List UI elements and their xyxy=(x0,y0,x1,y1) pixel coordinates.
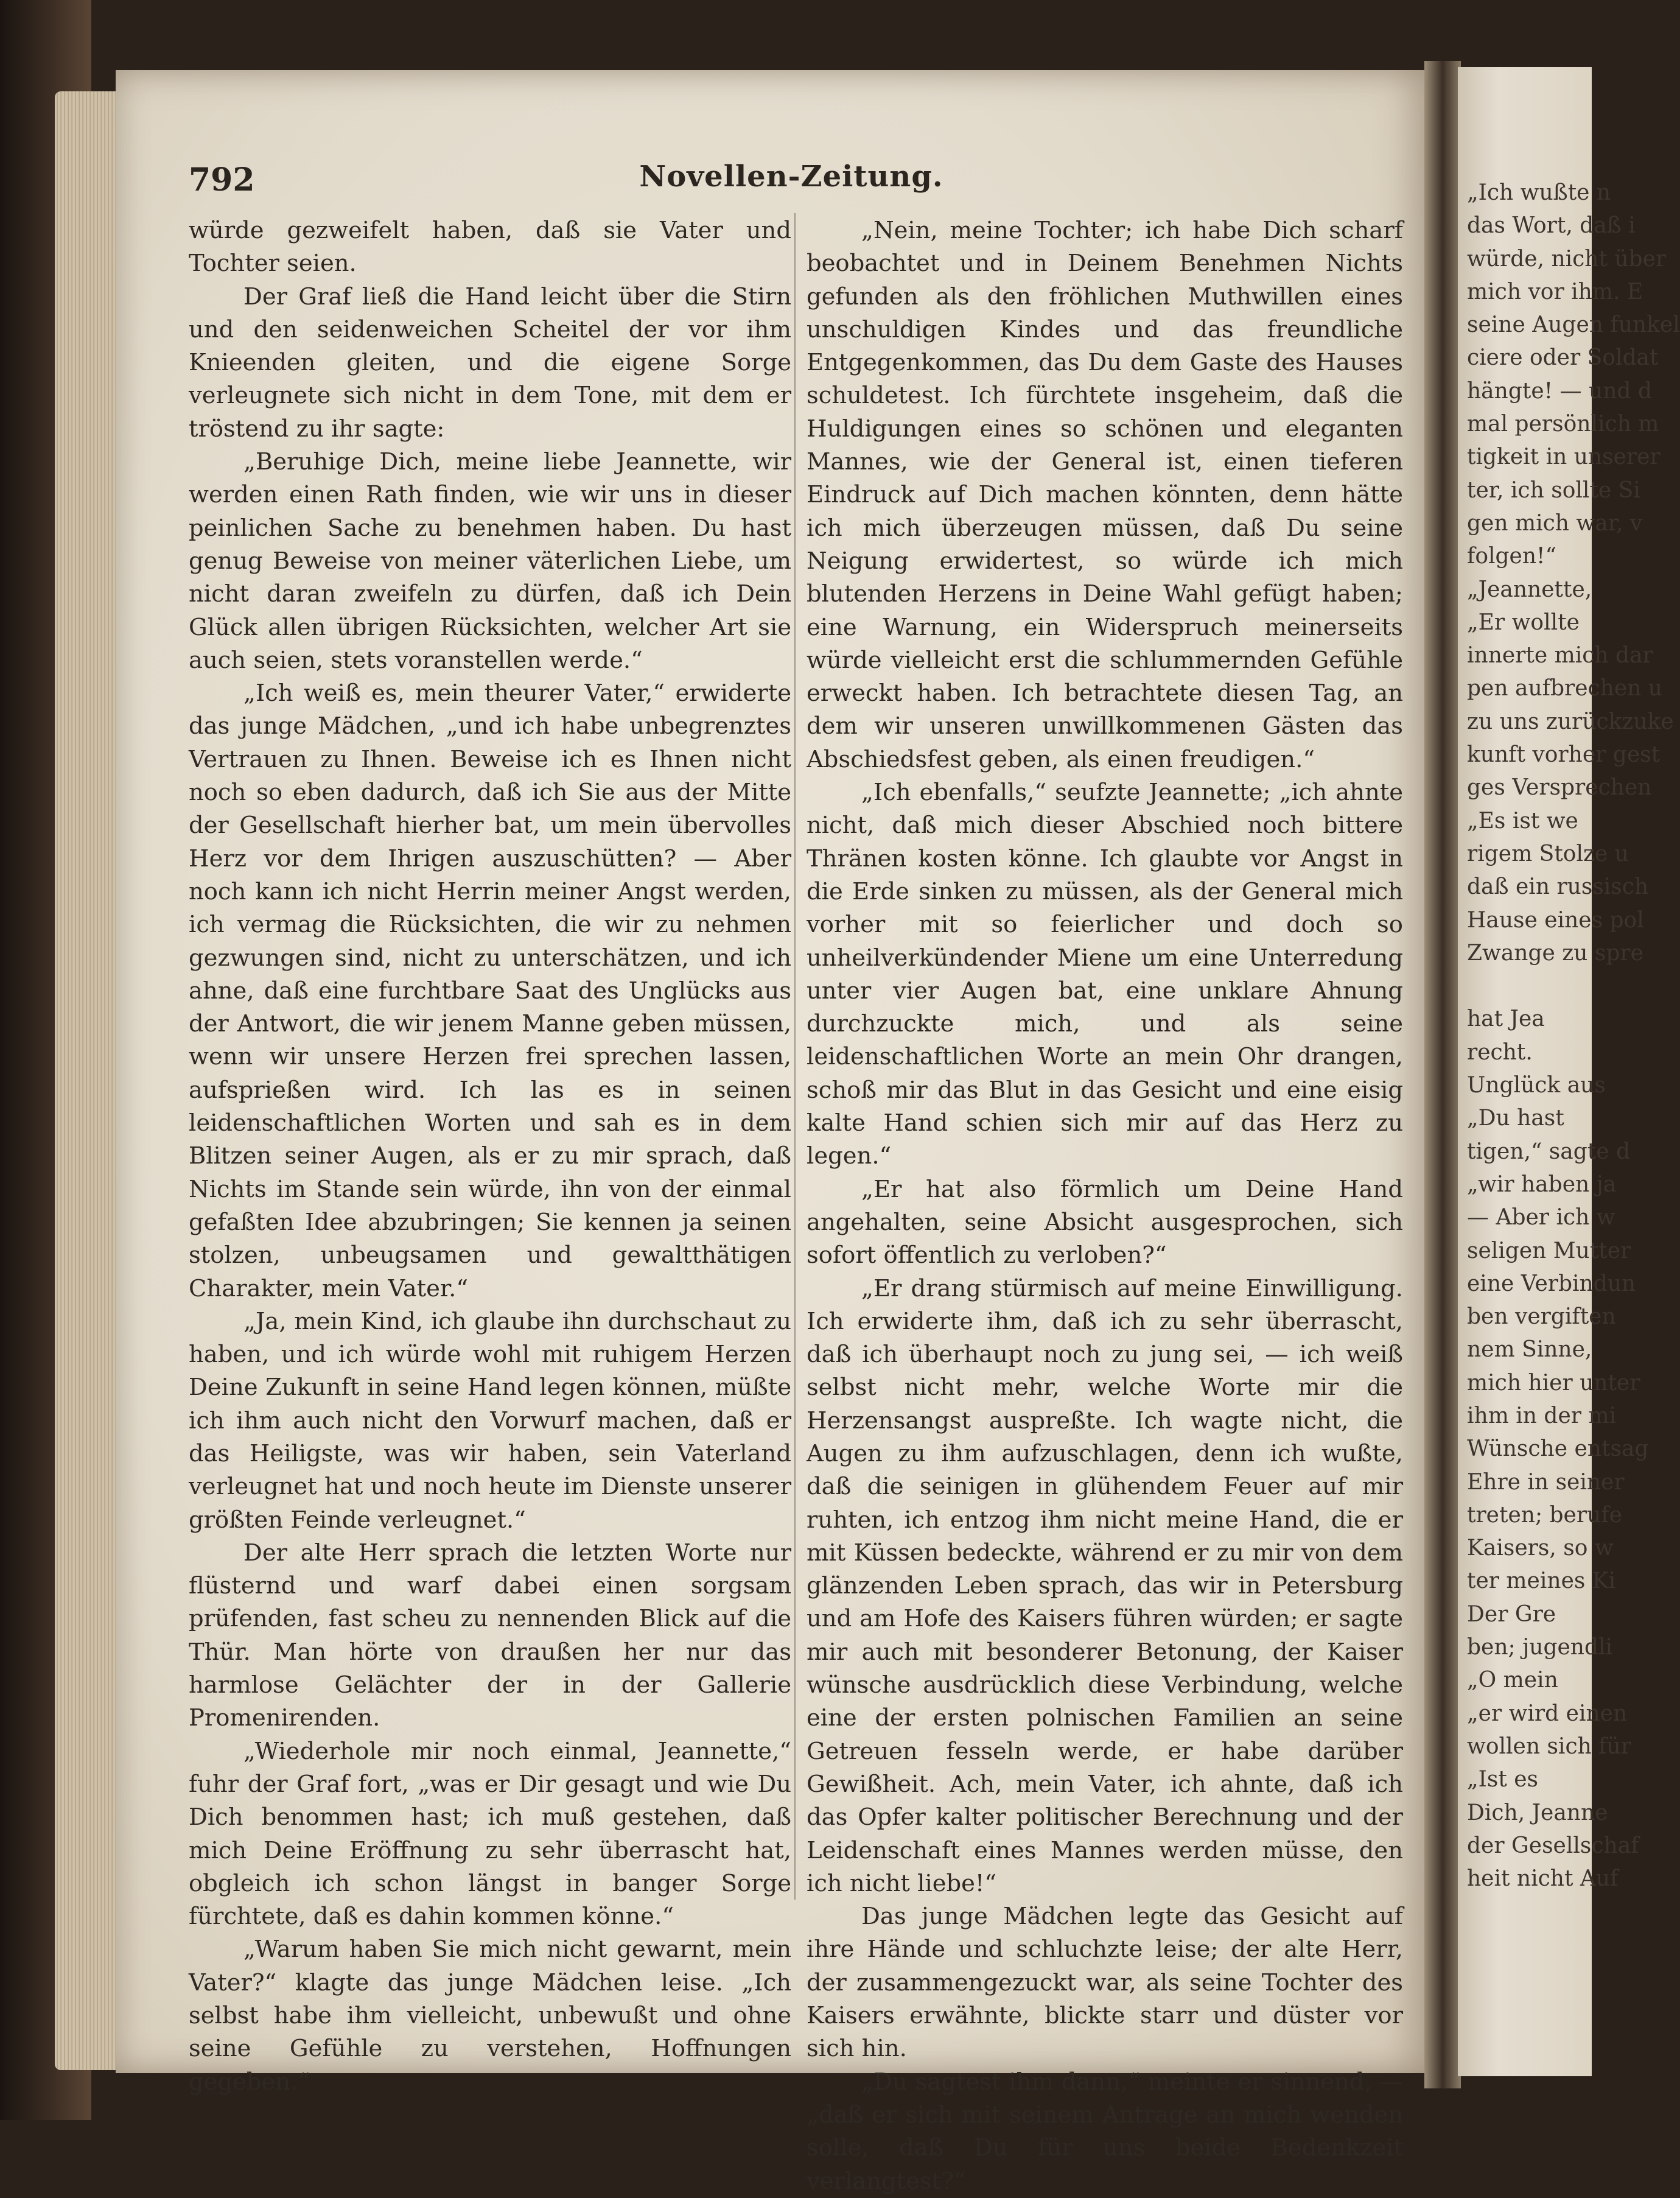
next-page-line: ter meines Ki xyxy=(1467,1568,1616,1594)
next-page-line: wollen sich für xyxy=(1467,1733,1631,1759)
paragraph: „Warum haben Sie mich nicht gewarnt, mein Vater?“ klagte das junge Mädchen leise. „Ich selbst habe ihm vielleicht, unbewußt und ohne seine Gefühle zu verstehen, Hoffnungen gegeben.“ xyxy=(189,1936,791,2096)
next-page-line: mich vor ihm. E xyxy=(1467,279,1643,304)
next-page-line: gen mich war, v xyxy=(1467,510,1643,536)
next-page-line: würde, nicht über xyxy=(1467,246,1667,272)
next-page-line: das Wort, daß i xyxy=(1467,213,1636,239)
paragraph: „Ich ebenfalls,“ seufzte Jeannette; „ich ahnte nicht, daß mich dieser Abschied noch bittere Thränen kosten könne. Ich glaubte vor Angst in die Erde sinken zu müssen, als der General mich vorher mit so feierlicher und doch so unheilverkündender Miene um eine Unterredung unter vier Augen bat, eine unklare Ahnung durchzuckte mich, und als seine leidenschaftlichen Worte an mein Ohr drangen, schoß mir das Blut in das Gesicht und eine eisig kalte Hand schien sich mir auf das Herz zu legen.“ xyxy=(807,779,1403,1170)
next-page-line: Unglück aus xyxy=(1467,1073,1606,1098)
next-page-line: daß ein russisch xyxy=(1467,874,1649,900)
next-page-column xyxy=(1467,177,1680,1895)
next-page-line: folgen!“ xyxy=(1467,544,1556,569)
next-page-line: recht. xyxy=(1467,1039,1533,1065)
next-page-line: der Gesellschaf xyxy=(1467,1833,1639,1858)
page-edges xyxy=(55,91,122,2070)
next-page-line: „Ich wußte n xyxy=(1467,180,1611,205)
next-page-line: eine Verbindun xyxy=(1467,1271,1636,1296)
running-title: Novellen-Zeitung. xyxy=(639,160,943,194)
next-page-line: ben vergiften xyxy=(1467,1304,1616,1330)
next-page-line: mich hier unter xyxy=(1467,1370,1640,1396)
next-page-line: Zwange zu spre xyxy=(1467,940,1643,966)
next-page-line: kunft vorher gest xyxy=(1467,742,1661,768)
paragraph: „Du sagtest ihm dann,“ meinte er sinnend, — „daß er sich mit seinem Antrage an mich wenden solle, daß Du für uns beide Bedenkzeit verlangtest?“ xyxy=(807,2068,1403,2195)
left-column xyxy=(189,214,791,2099)
next-page-line: heit nicht Auf xyxy=(1467,1866,1619,1892)
next-page-line: Der Gre xyxy=(1467,1601,1556,1627)
next-page-line: — Aber ich w xyxy=(1467,1205,1615,1231)
next-page-line: hat Jea xyxy=(1467,1006,1545,1032)
paragraph: Der Graf ließ die Hand leicht über die Stirn und den seidenweichen Scheitel der vor ihm Knieenden gleiten, und die eigene Sorge verleugnete sich nicht in dem Tone, mit dem er tröstend zu ihr sagte: xyxy=(189,283,791,443)
paragraph: „Er drang stürmisch auf meine Einwilligung. Ich erwiderte ihm, daß ich zu sehr überrascht, daß ich überhaupt noch zu jung sei, — ich weiß selbst nicht mehr, welche Worte mir die Herzensangst auspreßte. Ich wagte nicht, die Augen zu ihm aufzuschlagen, denn ich wußte, daß die seinigen in glühendem Feuer auf mir ruhten, ich entzog ihm nicht meine Hand, die er mit Küssen bedeckte, während er zu mir von dem glänzenden Leben sprach, das wir in Petersburg und am Hofe des Kaisers führen würden; er sagte mir auch mit besonderer Betonung, der Kaiser wünsche ausdrücklich diese Verbindung, welche eine der ersten polnischen Familien an seine Getreuen fesseln werde, er habe darüber Gewißheit. Ach, mein Vater, ich ahnte, daß ich das Opfer kalter politischer Berechnung und der Leidenschaft eines Mannes werden müsse, den ich nicht liebe!“ xyxy=(807,1274,1403,1897)
next-page-line: ihm in der mi xyxy=(1467,1403,1617,1428)
next-page-line: Dich, Jeanne xyxy=(1467,1800,1608,1825)
next-page-line: Wünsche entsag xyxy=(1467,1436,1649,1462)
paragraph: „Ja, mein Kind, ich glaube ihn durchschaut zu haben, und ich würde wohl mit ruhigem Herzen Deine Zukunft in seine Hand legen können, müßte ich ihm auch nicht den Vorwurf machen, daß er das Heiligste, was wir haben, sein Vaterland verleugnet hat und noch heute im Dienste unserer größten Feinde verleugnet.“ xyxy=(189,1307,791,1534)
next-page-line: „wir haben ja xyxy=(1467,1171,1617,1197)
next-page-line: „Es ist we xyxy=(1467,808,1578,834)
next-page-line: Hause eines pol xyxy=(1467,907,1644,933)
paragraph: „Nein, meine Tochter; ich habe Dich scharf beobachtet und in Deinem Benehmen Nichts gefunden als den fröhlichen Muthwillen eines unschuldigen Kindes und das freundliche Entgegenkommen, das Du dem Gaste des Hauses schuldetest. Ich fürchtete insgeheim, daß die Huldigungen eines so schönen und eleganten Mannes, wie der General ist, einen tieferen Eindruck auf Dich machen könnten, denn hätte ich mich überzeugen müssen, daß Du seine Neigung erwidertest, so würde ich mich blutenden Herzens in Deine Wahl gefügt haben; eine Warnung, ein Widerspruch meinerseits würde vielleicht erst die schlummernden Gefühle erweckt haben. Ich betrachtete diesen Tag, an dem wir unseren unwillkommenen Gästen das Abschiedsfest geben, als einen freudigen.“ xyxy=(807,217,1403,773)
next-page-line: „Ist es xyxy=(1467,1767,1539,1792)
next-page-line: „Er wollte xyxy=(1467,609,1580,635)
next-page-line: Kaisers, so w xyxy=(1467,1536,1614,1561)
next-page-line: ben; jugendli xyxy=(1467,1635,1613,1660)
paragraph: „Er hat also förmlich um Deine Hand angehalten, seine Absicht ausgesprochen, sich sofort öffentlich zu verloben?“ xyxy=(807,1175,1403,1269)
next-page-line: hängte! — und d xyxy=(1467,378,1652,404)
next-page-line: pen aufbrechen u xyxy=(1467,676,1662,701)
right-column xyxy=(807,214,1403,2198)
column-divider xyxy=(794,213,796,1900)
next-page-line: „Du hast xyxy=(1467,1106,1564,1131)
next-page-line: seligen Mutter xyxy=(1467,1238,1631,1263)
next-page-line: tigen,“ sagte d xyxy=(1467,1139,1631,1164)
next-page-line: ter, ich sollte Si xyxy=(1467,477,1640,503)
next-page-line: ciere oder Soldat xyxy=(1467,345,1659,371)
page-number: 792 xyxy=(189,161,255,198)
next-page-line: Ehre in seiner xyxy=(1467,1469,1625,1495)
next-page-line: mal persönlich m xyxy=(1467,412,1659,437)
paragraph: Das junge Mädchen legte das Gesicht auf ihre Hände und schluchzte leise; der alte Herr, der zusammengezuckt war, als seine Tochter des Kaisers erwähnte, blickte starr und düster vor sich hin. xyxy=(807,1903,1403,2063)
next-page-line: nem Sinne, xyxy=(1467,1337,1592,1363)
next-page-line: innerte mich dar xyxy=(1467,643,1653,669)
next-page-line: tigkeit in unserer xyxy=(1467,444,1661,470)
next-page-line: zu uns zurückzuke xyxy=(1467,709,1674,734)
next-page-line: „Jeannette, xyxy=(1467,577,1592,602)
next-page-line: rigem Stolze u xyxy=(1467,841,1629,866)
paragraph: Der alte Herr sprach die letzten Worte nur flüsternd und warf dabei einen sorgsam prüfenden, fast scheu zu nennenden Blick auf die Thür. Man hörte von draußen her nur das harmlose Gelächter der in der Gallerie Promenirenden. xyxy=(189,1539,791,1732)
next-page-line: ges Versprechen xyxy=(1467,775,1652,801)
next-page-line: treten; berufe xyxy=(1467,1502,1622,1528)
paragraph: „Wiederhole mir noch einmal, Jeannette,“ fuhr der Graf fort, „was er Dir gesagt und wie Du Dich benommen hast; ich muß gestehen, daß mich Deine Eröffnung zu sehr überrascht hat, obgleich ich schon längst in banger Sorge fürchtete, daß es dahin kommen könne.“ xyxy=(189,1737,791,1931)
paragraph: „Beruhige Dich, meine liebe Jeannette, wir werden einen Rath finden, wie wir uns in dieser peinlichen Sache zu benehmen haben. Du hast genug Beweise von meiner väterlichen Liebe, um nicht daran zweifeln zu dürfen, daß ich Dein Glück allen übrigen Rücksichten, welcher Art sie auch seien, stets voranstellen werde.“ xyxy=(189,448,791,674)
paragraph: würde gezweifelt haben, daß sie Vater und Tochter seien. xyxy=(189,217,791,278)
paragraph: „Ich weiß es, mein theurer Vater,“ erwiderte das junge Mädchen, „und ich habe unbegrenztes Vertrauen zu Ihnen. Beweise ich es Ihnen nicht noch so eben dadurch, daß ich Sie aus der Mitte der Gesellschaft hierher bat, um mein übervolles Herz vor dem Ihrigen auszuschütten? — Aber noch kann ich nicht Herrin meiner Angst werden, ich vermag die Rücksichten, die wir zu nehmen gezwungen sind, nicht zu unterschätzen, und ich ahne, daß eine furchtbare Saat des Unglücks aus der Antwort, die wir jenem Manne geben müssen, wenn wir unsere Herzen frei sprechen lassen, aufsprießen wird. Ich las es in seinen leidenschaftlichen Worten und sah es in dem Blitzen seiner Augen, als er zu mir sprach, daß Nichts im Stande sein würde, ihn von der einmal gefaßten Idee abzubringen; Sie kennen ja seinen stolzen, unbeugsamen und gewaltthätigen Charakter, mein Vater.“ xyxy=(189,679,791,1302)
next-page-line: seine Augen funkel xyxy=(1467,312,1680,338)
next-page-line: „er wird einen xyxy=(1467,1701,1628,1726)
next-page-line xyxy=(1467,970,1601,1003)
book-gutter xyxy=(1424,61,1461,2088)
next-page-line: „O mein xyxy=(1467,1668,1558,1693)
